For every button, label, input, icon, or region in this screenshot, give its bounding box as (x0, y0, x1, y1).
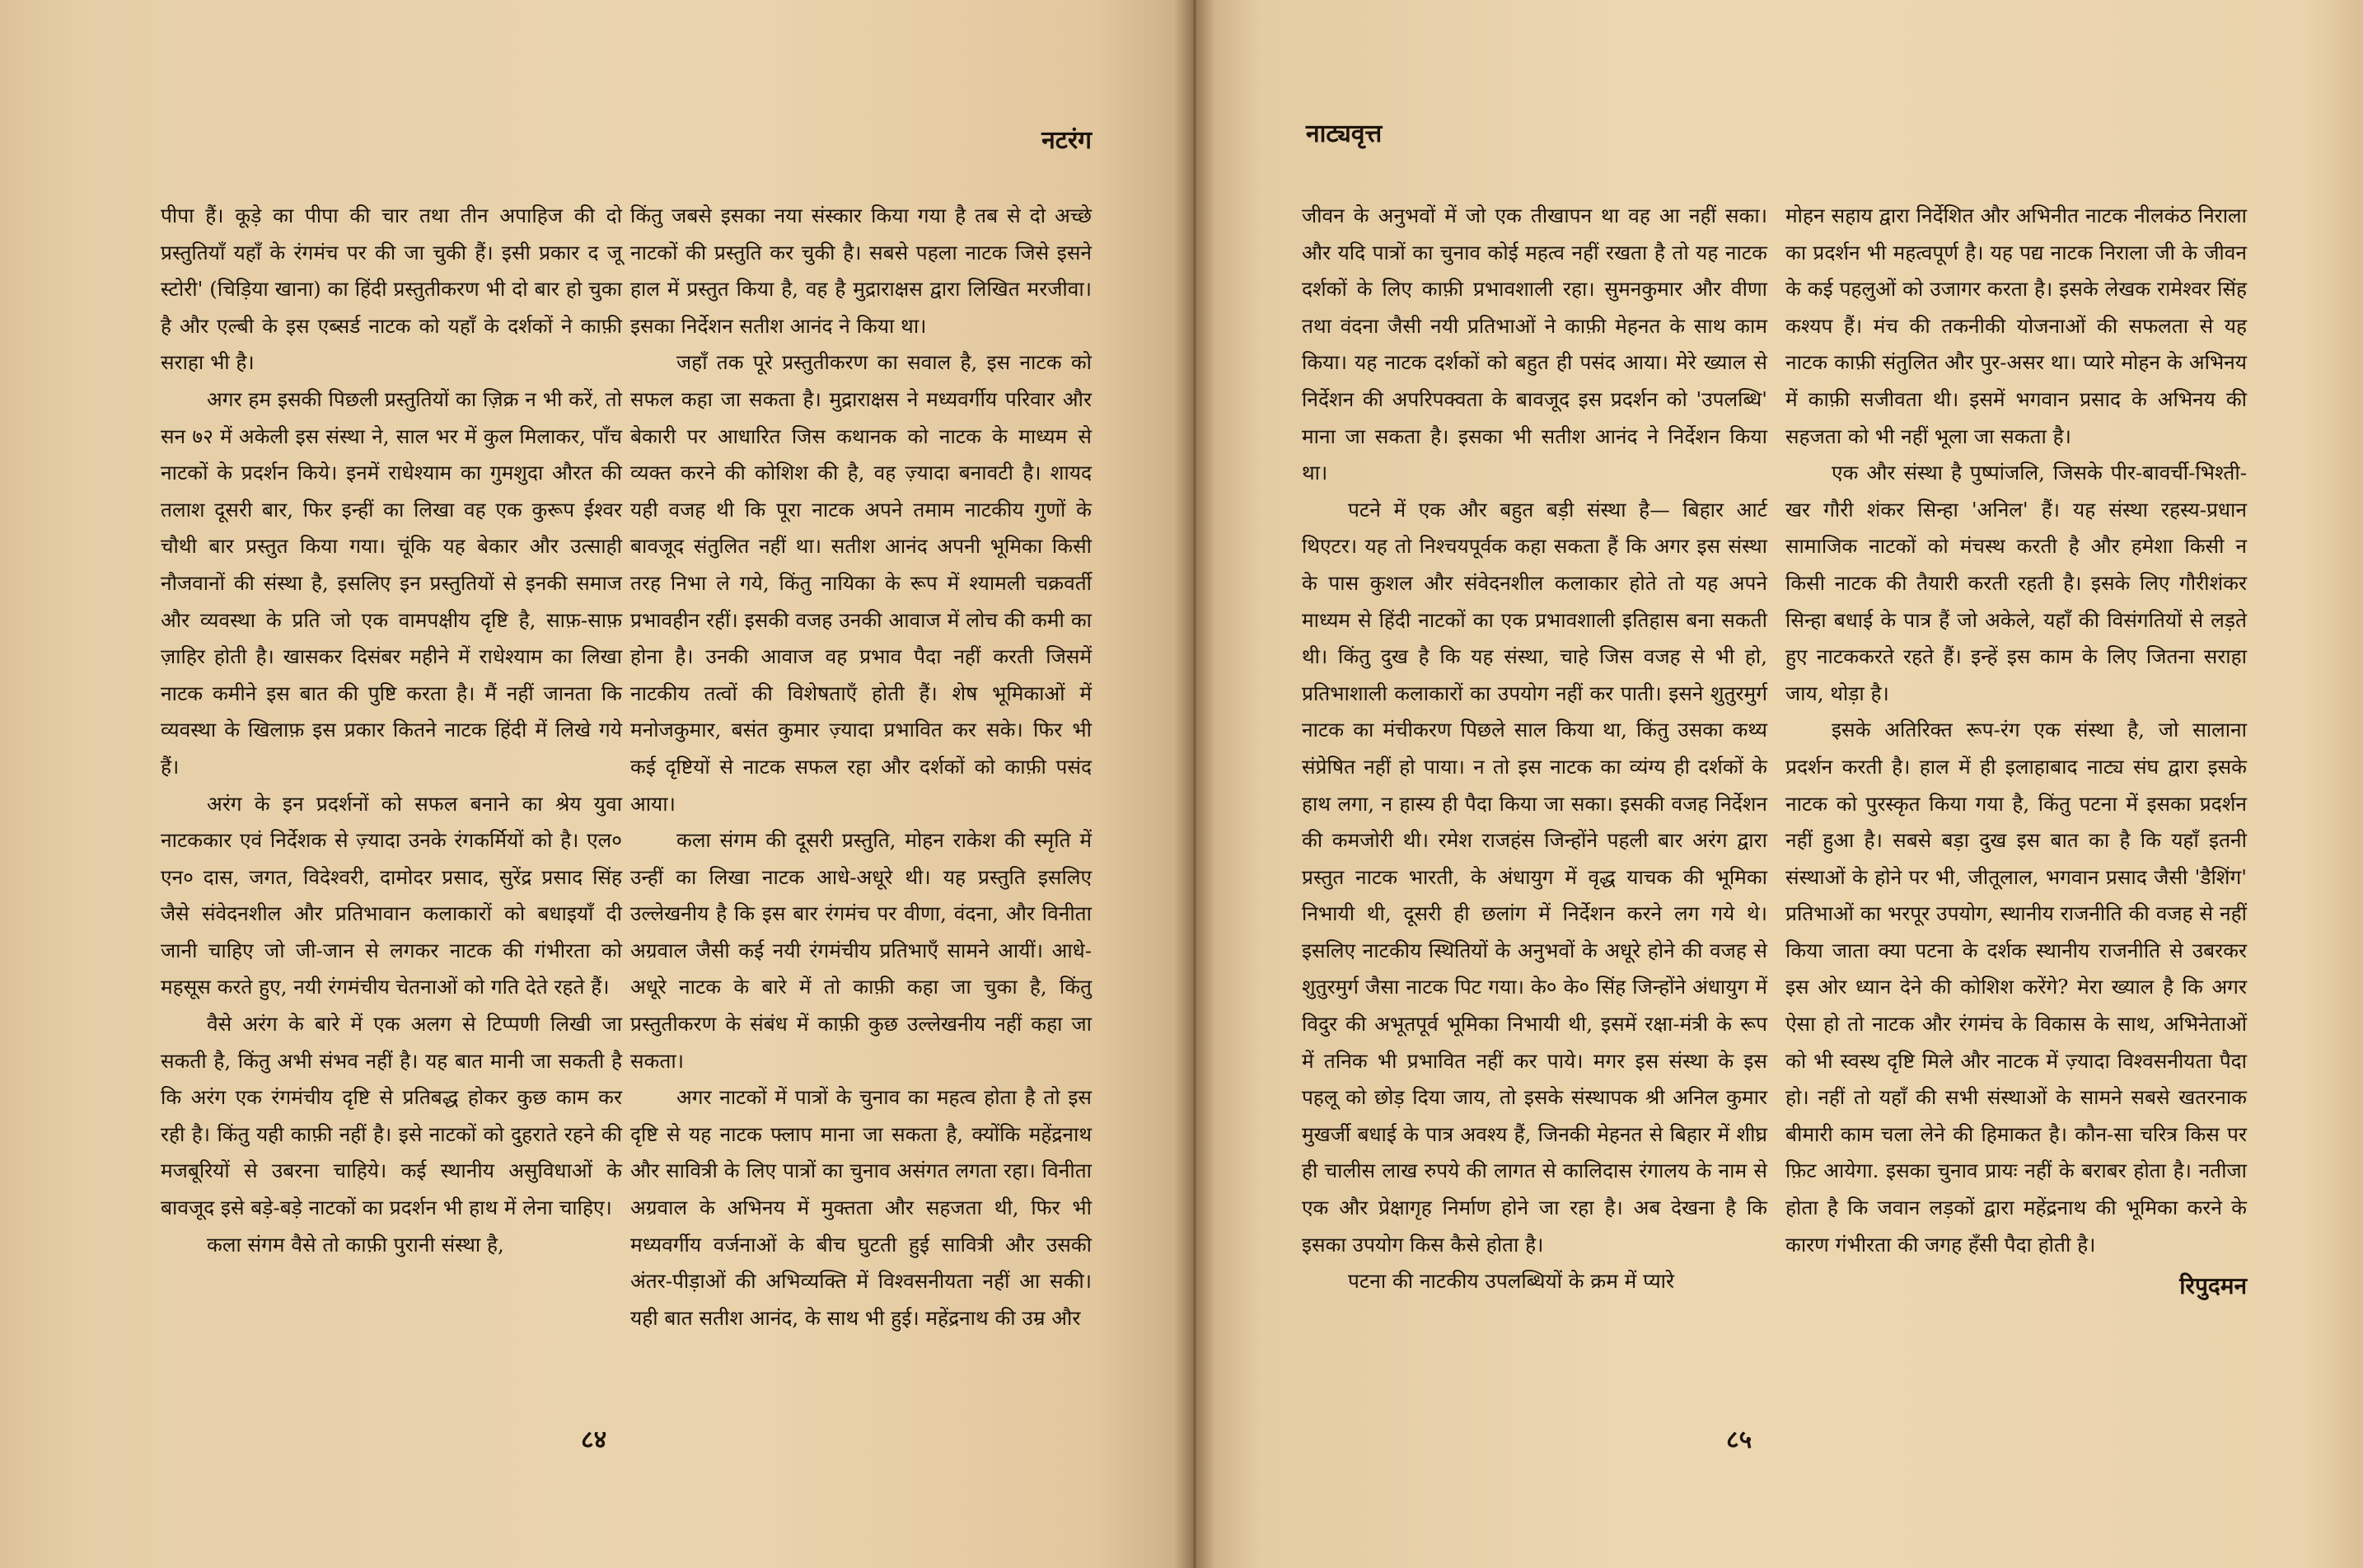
page-number: ८४ (581, 1425, 607, 1454)
text-column-2 (630, 198, 1092, 1336)
right-page (1191, 0, 2363, 1568)
paragraph: पटने में एक और बहुत बड़ी संस्था है— बिहार आर्ट थिएटर। यह तो निश्चयपूर्वक कहा सकता हैं कि अगर इस संस्था के पास कुशल और संवेदनशील कलाकार होते तो यह अपने माध्यम से हिंदी नाटकों का एक प्रभावशाली इतिहास बना सकती थी। किंतु दुख है कि यह संस्था, चाहे जिस वजह से भी हो, प्रतिभाशाली कलाकारों का उपयोग नहीं कर पाती। इसने शुतुरमुर्ग नाटक का मंचीकरण पिछले साल किया था, किंतु उसका कथ्य संप्रेषित नहीं हो पाया। न तो इस नाटक का व्यंग्य ही दर्शकों के हाथ लगा, न हास्य ही पैदा किया जा सका। इसकी वजह निर्देशन की कमजोरी थी। रमेश राजहंस जिन्होंने पहली बार अरंग द्वारा प्रस्तुत नाटक भारती, के अंधायुग में वृद्ध याचक की भूमिका निभायी थी, दूसरी ही छलांग में निर्देशन करने लग गये थे। इसलिए नाटकीय स्थितियों के अनुभवों के अधूरे होने की वजह से शुतुरमुर्ग जैसा नाटक पिट गया। के० के० सिंह जिन्होंने अंधायुग में विदुर की अभूतपूर्व भूमिका निभायी थी, इसमें रक्षा-मंत्री के रूप में तनिक भी प्रभावित नहीं कर पाये। मगर इस संस्था के इस पहलू को छोड़ दिया जाय, तो इसके संस्थापक श्री अनिल कुमार मुखर्जी बधाई के पात्र अवश्य हैं, जिनकी मेहनत से बिहार में शीघ्र ही चालीस लाख रुपये की लागत से कालिदास रंगालय के नाम से एक और प्रेक्षागृह निर्माण होने जा रहा है। अब देखना है कि इसका उपयोग किस कैसे होता है। (1302, 497, 1767, 1257)
paragraph: वैसे अरंग के बारे में एक अलग से टिप्पणी लिखी जा सकती है, किंतु अभी संभव नहीं है। यह बात मानी जा सकती है कि अरंग एक रंगमंचीय दृष्टि से प्रतिबद्ध होकर कुछ काम कर रही है। किंतु यही काफ़ी नहीं है। इसे नाटकों को दुहराते रहने की मजबूरियों से उबरना चाहिये। कई स्थानीय असुविधाओं के बावजूद इसे बड़े-बड़े नाटकों का प्रदर्शन भी हाथ में लेना चाहिए। (161, 1012, 622, 1220)
page-number: ८५ (1726, 1425, 1752, 1454)
paragraph: कला संगम की दूसरी प्रस्तुति, मोहन राकेश की स्मृति में उन्हीं का लिखा नाटक आधे-अधूरे थी। यह प्रस्तुति इसलिए उल्लेखनीय है कि इस बार रंगमंच पर वीणा, वंदना, और विनीता अग्रवाल जैसी कई नयी रंगमंचीय प्रतिभाएँ सामने आयीं। आधे-अधूरे नाटक के बारे में तो काफ़ी कहा जा चुका है, किंतु प्रस्तुतीकरण के संबंध में काफ़ी कुछ उल्लेखनीय नहीं कहा जा सकता। (630, 828, 1092, 1073)
running-head: नाट्यवृत्त (1306, 119, 1383, 148)
author-signature: रिपुदमन (2179, 1272, 2247, 1300)
paragraph: अगर नाटकों में पात्रों के चुनाव का महत्व होता है तो इस दृष्टि से यह नाटक फ्लाप माना जा सकता है, क्योंकि महेंद्रनाथ और सावित्री के लिए पात्रों का चुनाव असंगत लगता रहा। विनीता अग्रवाल के अभिनय में मुक्तता और सहजता थी, फिर भी मध्यवर्गीय वर्जनाओं के बीच घुटती हुई सावित्री और उसकी अंतर-पीड़ाओं की अभिव्यक्ति में विश्वसनीयता नहीं आ सकी। यही बात सतीश आनंद, के साथ भी हुई। महेंद्रनाथ की उम्र और (630, 1085, 1092, 1330)
paragraph: कला संगम वैसे तो काफ़ी पुरानी संस्था है, (207, 1232, 504, 1257)
running-head: नटरंग (1041, 126, 1092, 155)
paragraph: अरंग के इन प्रदर्शनों को सफल बनाने का श्रेय युवा नाटककार एवं निर्देशक से ज़्यादा उनके रंगकर्मियों को है। एल० एन० दास, जगत, विदेश्वरी, दामोदर प्रसाद, सुरेंद्र प्रसाद सिंह जैसे संवेदनशील और प्रतिभावान कलाकारों को बधाइयाँ दी जानी चाहिए जो जी-जान से लगकर नाटक की गंभीरता को महसूस करते हुए, नयी रंगमंचीय चेतनाओं को गति देते रहते हैं। (161, 791, 622, 999)
paragraph: पटना की नाटकीय उपलब्धियों के क्रम में प्यारे (1348, 1269, 1675, 1294)
paragraph: पीपा हैं। कूड़े का पीपा की चार तथा तीन अपाहिज की दो प्रस्तुतियाँ यहाँ के रंगमंच पर की जा चुकी हैं। इसी प्रकार द जू स्टोरी' (चिड़िया खाना) का हिंदी प्रस्तुतीकरण भी दो बार हो चुका है और एल्बी के इस एब्सर्ड नाटक को यहाँ के दर्शकों ने काफ़ी सराहा भी है। (161, 204, 622, 375)
paragraph: जीवन के अनुभवों में जो एक तीखापन था वह आ नहीं सका। और यदि पात्रों का चुनाव कोई महत्व नहीं रखता है तो यह नाटक दर्शकों के लिए काफ़ी प्रभावशाली रहा। सुमनकुमार और वीणा तथा वंदना जैसी नयी प्रतिभाओं ने काफ़ी मेहनत के साथ काम किया। यह नाटक दर्शकों को बहुत ही पसंद आया। मेरे ख्याल से निर्देशन की अपरिपक्वता के बावजूद इस प्रदर्शन को 'उपलब्धि' माना जा सकता है। इसका भी सतीश आनंद ने निर्देशन किया था। (1302, 204, 1767, 485)
paragraph: मोहन सहाय द्वारा निर्देशित और अभिनीत नाटक नीलकंठ निराला का प्रदर्शन भी महत्वपूर्ण है। यह पद्य नाटक निराला जी के जीवन के कई पहलुओं को उजागर करता है। इसके लेखक रामेश्वर सिंह कश्यप हैं। मंच की तकनीकी योजनाओं की सफलता से यह नाटक काफ़ी संतुलित और पुर-असर था। प्यारे मोहन के अभिनय में काफ़ी सजीवता थी। इसमें भगवान प्रसाद के अभिनय की सहजता को भी नहीं भूला जा सकता है। (1785, 204, 2247, 448)
text-column-1 (1302, 198, 1767, 1300)
text-column-1 (161, 198, 622, 1263)
text-column-2 (1785, 198, 2247, 1305)
paragraph: एक और संस्था है पुष्पांजलि, जिसके पीर-बावर्ची-भिश्ती-खर गौरी शंकर सिन्हा 'अनिल' हैं। यह संस्था रहस्य-प्रधान सामाजिक नाटकों को मंचस्थ करती है और हमेशा किसी न किसी नाटक की तैयारी करती रहती है। इसके लिए गौरीशंकर सिन्हा बधाई के पात्र हैं जो अकेले, यहाँ की विसंगतियों से लड़ते हुए नाटककरते रहते हैं। इन्हें इस काम के लिए जितना सराहा जाय, थोड़ा है। (1785, 461, 2247, 705)
paragraph: इसके अतिरिक्त रूप-रंग एक संस्था है, जो सालाना प्रदर्शन करती है। हाल में ही इलाहाबाद नाट्य संघ द्वारा इसके नाटक को पुरस्कृत किया गया है, किंतु पटना में इसका प्रदर्शन नहीं हुआ है। सबसे बड़ा दुख इस बात का है कि यहाँ इतनी संस्थाओं के होने पर भी, जीतूलाल, भगवान प्रसाद जैसी 'डैशिंग' प्रतिभाओं का भरपूर उपयोग, स्थानीय राजनीति की वजह से नहीं किया जाता क्या पटना के दर्शक स्थानीय राजनीति से उबरकर इस ओर ध्यान देने की कोशिश करेंगे? मेरा ख्याल है कि अगर ऐसा हो तो नाटक और रंगमंच के विकास के साथ, अभिनेताओं को भी स्वस्थ दृष्टि मिले और नाटक में ज़्यादा विश्वसनीयता पैदा हो। नहीं तो यहाँ की सभी संस्थाओं के सामने सबसे खतरनाक बीमारी काम चला लेने की हिमाकत है। कौन-सा चरित्र किस पर फ़िट आयेगा. इसका चुनाव प्रायः नहीं के बराबर होता है। नतीजा होता है कि जवान लड़कों द्वारा महेंद्रनाथ की भूमिका करने के कारण गंभीरता की जगह हँसी पैदा होती है। (1785, 718, 2247, 1257)
paragraph: जहाँ तक पूरे प्रस्तुतीकरण का सवाल है, इस नाटक को सफल कहा जा सकता है। मुद्राराक्षस ने मध्यवर्गीय परिवार और बेकारी पर आधारित जिस कथानक को नाटक के माध्यम से व्यक्त करने की कोशिश की है, वह ज़्यादा बनावटी है। शायद यही वजह थी कि पूरा नाटक अपने तमाम नाटकीय गुणों के बावजूद संतुलित नहीं था। सतीश आनंद अपनी भूमिका किसी तरह निभा ले गये, किंतु नायिका के रूप में श्यामली चक्रवर्ती प्रभावहीन रहीं। इसकी वजह उनकी आवाज में लोच की कमी का होना है। उनकी आवाज वह प्रभाव पैदा नहीं करती जिसमें नाटकीय तत्वों की विशेषताएँ होती हैं। शेष भूमिकाओं में मनोजकुमार, बसंत कुमार ज़्यादा प्रभावित कर सके। फिर भी कई दृष्टियों से नाटक सफल रहा और दर्शकों को काफ़ी पसंद आया। (630, 350, 1092, 816)
paragraph: किंतु जबसे इसका नया संस्कार किया गया है तब से दो अच्छे नाटकों की प्रस्तुति कर चुकी है। सबसे पहला नाटक जिसे इसने हाल में प्रस्तुत किया है, वह है मुद्राराक्षस द्वारा लिखित मरजीवा। इसका निर्देशन सतीश आनंद ने किया था। (630, 204, 1092, 338)
paragraph: अगर हम इसकी पिछली प्रस्तुतियों का ज़िक्र न भी करें, तो सन ७२ में अकेली इस संस्था ने, साल भर में कुल मिलाकर, पाँच नाटकों के प्रदर्शन किये। इनमें राधेश्याम का गुमशुदा औरत की तलाश दूसरी बार, फिर इन्हीं का लिखा वह एक कुरूप ईश्वर चौथी बार प्रस्तुत किया गया। चूंकि यह बेकार और उत्साही नौजवानों की संस्था है, इसलिए इन प्रस्तुतियों से इनकी समाज और व्यवस्था के प्रति जो एक वामपक्षीय दृष्टि है, साफ़-साफ़ ज़ाहिर होती है। खासकर दिसंबर महीने में राधेश्याम का लिखा नाटक कमीने इस बात की पुष्टि करता है। मैं नहीं जानता कि व्यवस्था के खिलाफ़ इस प्रकार कितने नाटक हिंदी में लिखे गये हैं। (161, 386, 622, 779)
